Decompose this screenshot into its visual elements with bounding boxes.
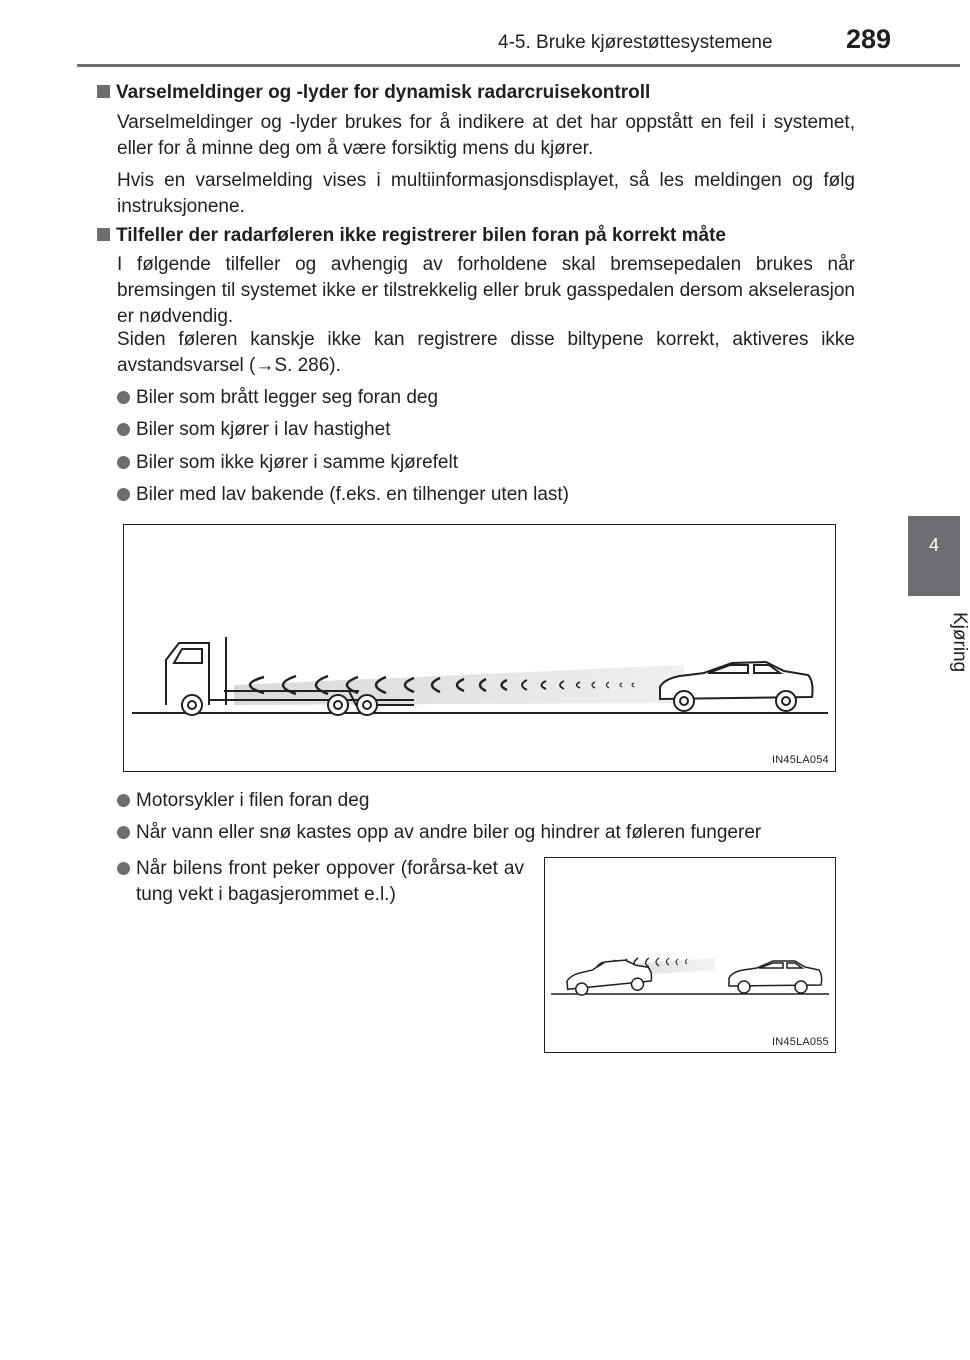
list-item: Biler med lav bakende (f.eks. en tilhenger uten last) [117, 482, 857, 508]
square-bullet-icon [97, 85, 110, 98]
square-bullet-icon [97, 228, 110, 241]
page-number: 289 [846, 24, 892, 54]
round-bullet-icon [117, 456, 130, 469]
paragraph: Varselmeldinger og -lyder brukes for å indikere at det har oppstått en feil i systemet, eller for å minne deg om å være forsiktig mens du kjører. [117, 112, 855, 159]
paragraph: I følgende tilfeller og avhengig av forholdene skal bremsepedalen brukes når bremsingen til systemet ikke er tilstrekkelig eller bruk gasspedalen dersom akselerasjon er nødvendig. [117, 254, 855, 327]
figure-code: IN45LA055 [772, 1036, 829, 1048]
section-heading: Tilfeller der radarføleren ikke registrerer bilen foran på korrekt måte [97, 223, 726, 249]
page-header [0, 0, 960, 70]
chapter-tab [908, 516, 960, 596]
round-bullet-icon [117, 488, 130, 501]
figure-nose-up-car [544, 857, 836, 1053]
car-icon [729, 961, 822, 993]
truck-trailer-illustration [124, 525, 835, 771]
round-bullet-icon [117, 862, 130, 875]
list-item: Motorsykler i filen foran deg [117, 788, 857, 814]
section-heading: Varselmeldinger og -lyder for dynamisk radarcruisekontroll [97, 80, 650, 106]
section-title: 4-5. Bruke kjørestøttesystemene [498, 32, 773, 53]
chapter-number: 4 [928, 535, 939, 555]
figure-code: IN45LA054 [772, 754, 829, 766]
header-rule [77, 64, 960, 67]
round-bullet-icon [117, 391, 130, 404]
paragraph: Siden føleren kanskje ikke kan registrere disse biltypene korrekt, aktiveres ikke avstandsvarsel (→S. 286). [117, 329, 855, 376]
round-bullet-icon [117, 423, 130, 436]
nose-up-illustration [545, 858, 835, 1052]
paragraph: Hvis en varselmelding vises i multiinformasjonsdisplayet, så les meldingen og følg instruksjonene. [117, 170, 855, 217]
chapter-label: Kjøring [949, 612, 970, 673]
list-item: Når bilens front peker oppover (forårsa-ket av tung vekt i bagasjerommet e.l.) [117, 856, 537, 908]
list-item: Biler som ikke kjører i samme kjørefelt [117, 450, 857, 476]
round-bullet-icon [117, 826, 130, 839]
list-item: Biler som brått legger seg foran deg [117, 385, 857, 411]
figure-truck-trailer [123, 524, 836, 772]
list-item: Når vann eller snø kastes opp av andre biler og hindrer at føleren fungerer [117, 820, 857, 846]
list-item: Biler som kjører i lav hastighet [117, 417, 857, 443]
round-bullet-icon [117, 794, 130, 807]
